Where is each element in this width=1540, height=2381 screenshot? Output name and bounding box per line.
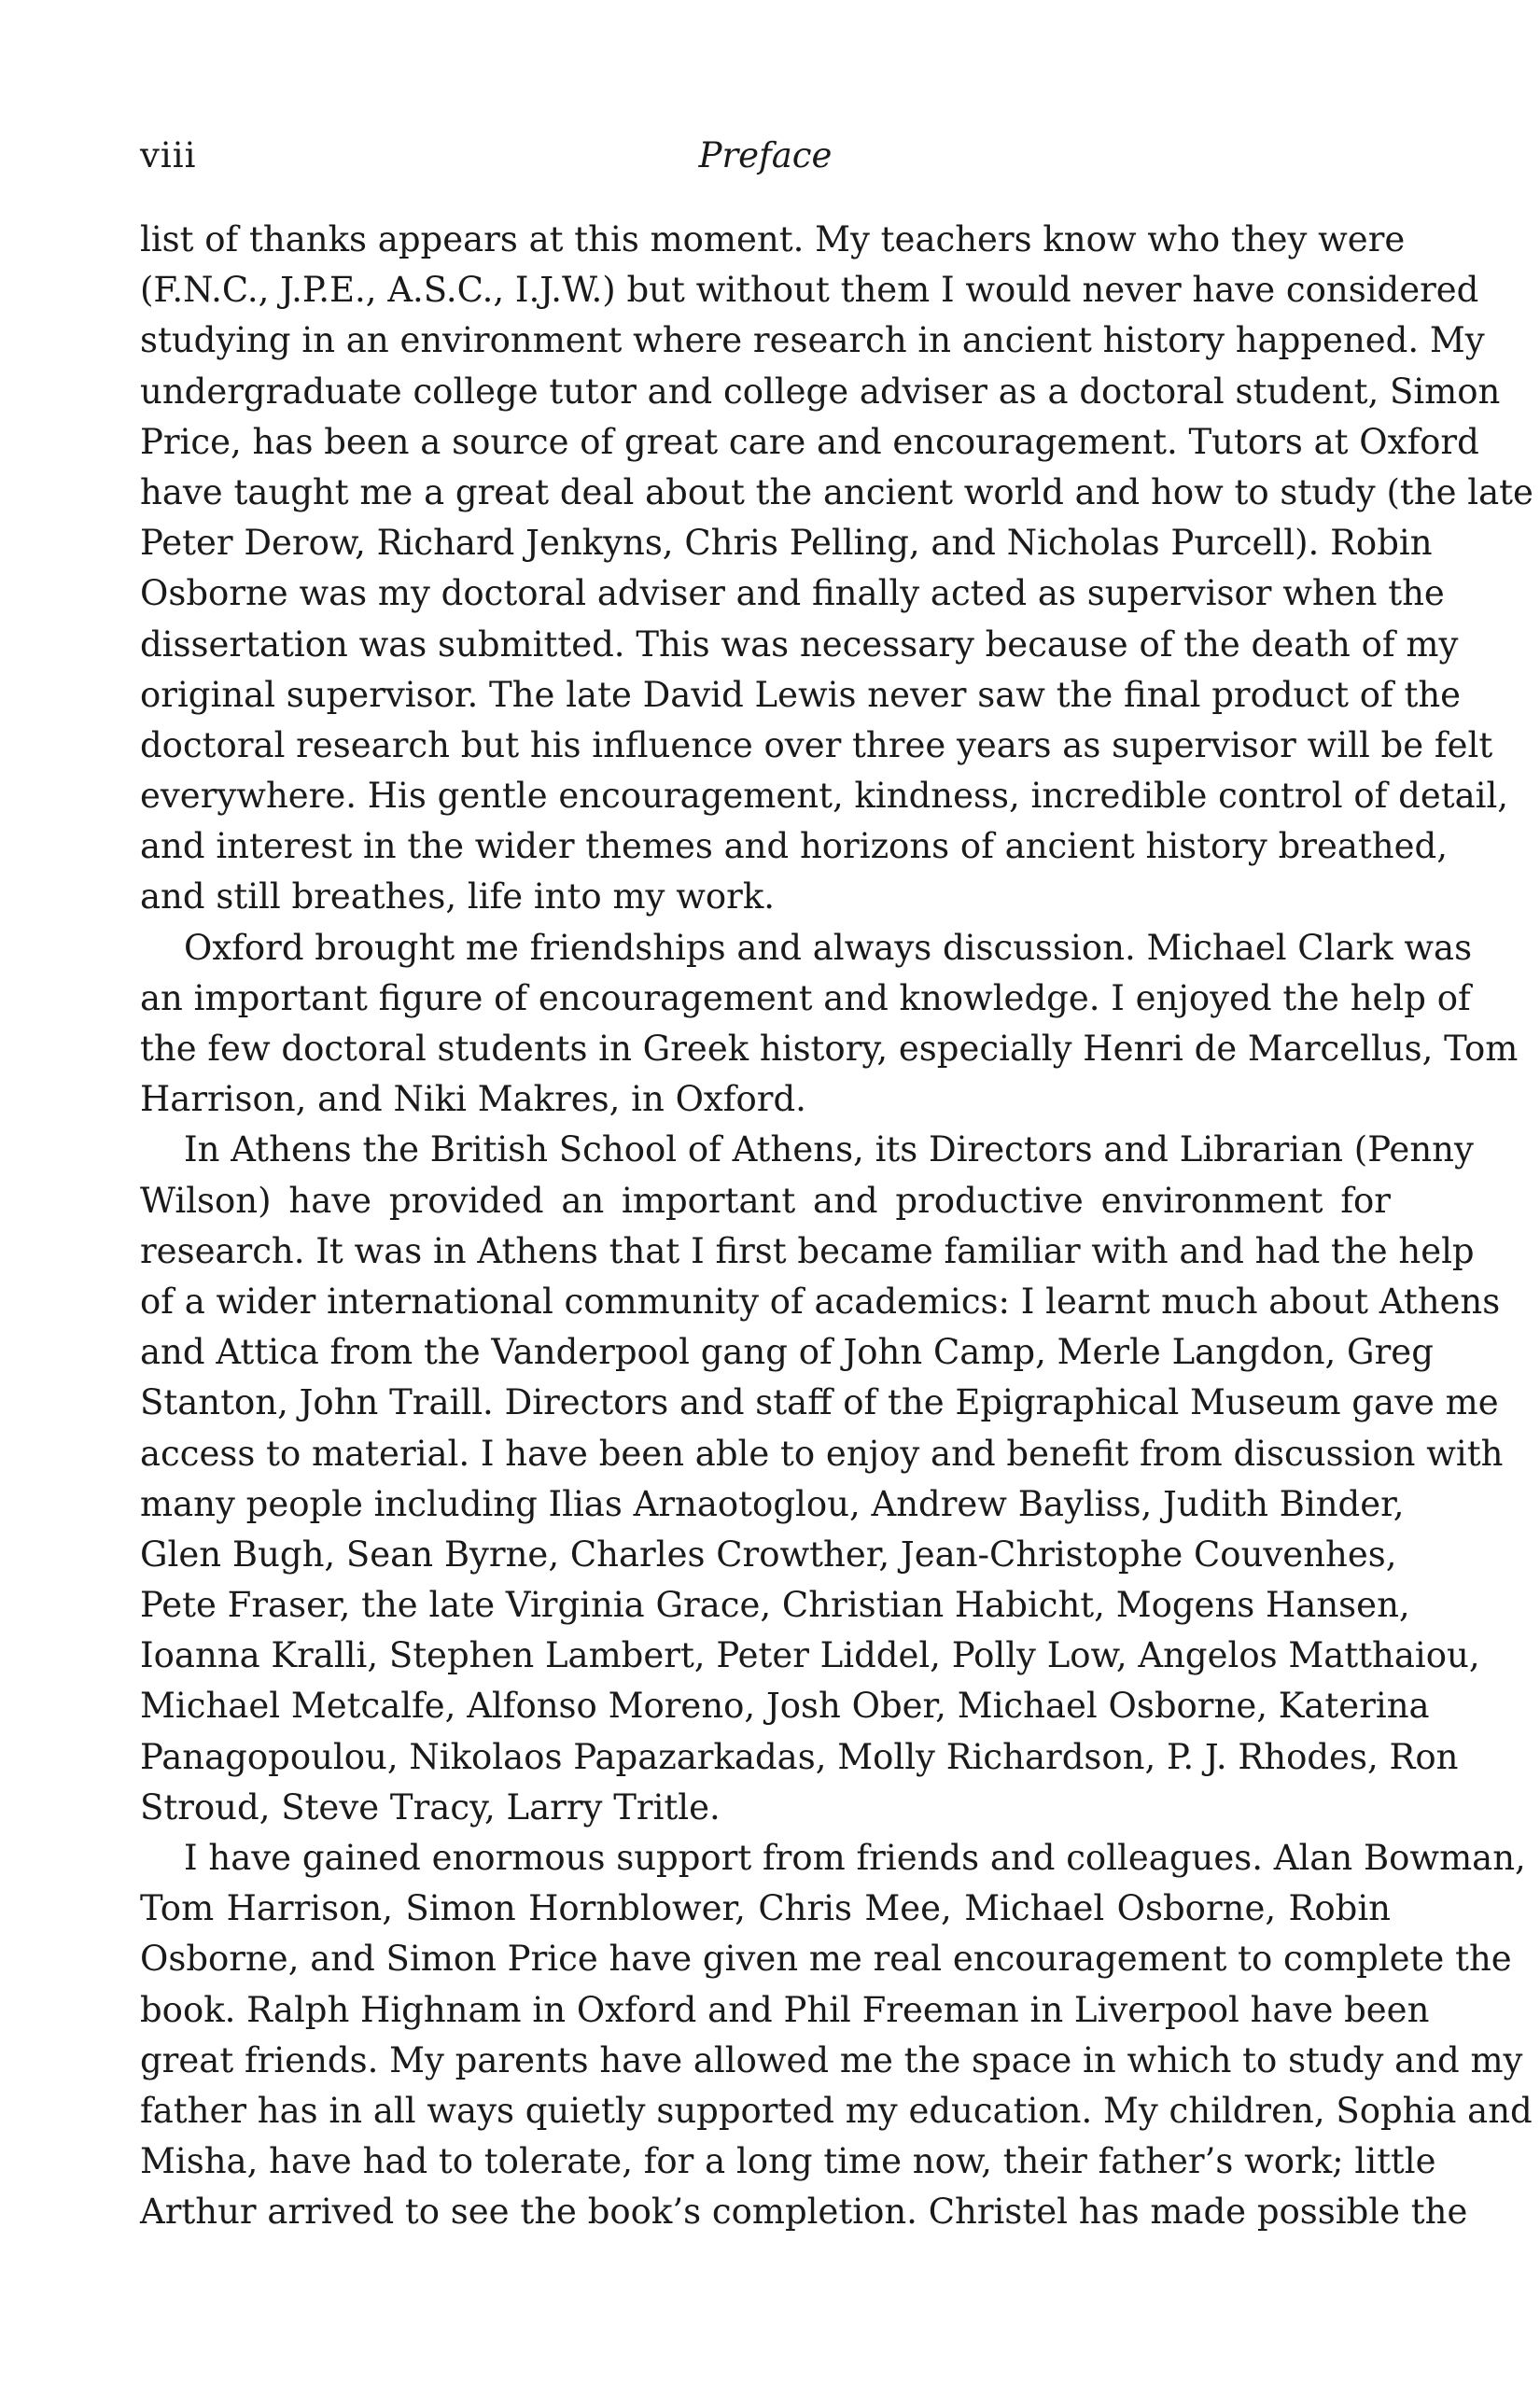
text-line: research. It was in Athens that I first became familiar with and had the help <box>140 1230 1475 1271</box>
preface-body <box>140 215 1533 2238</box>
text-line: original supervisor. The late David Lewis never saw the final product of the <box>140 674 1462 715</box>
text-line: Osborne, and Simon Price have given me real encouragement to complete the <box>140 1939 1512 1980</box>
text-line: undergraduate college tutor and college adviser as a doctoral student, Simon <box>140 371 1501 412</box>
text-line: Panagopoulou, Nikolaos Papazarkadas, Molly Richardson, P. J. Rhodes, Ron <box>140 1736 1459 1777</box>
text-line: the few doctoral students in Greek history, especially Henri de Marcellus, Tom <box>140 1029 1519 1069</box>
text-line: (F.N.C., J.P.E., A.S.C., I.J.W.) but without them I would never have considered <box>140 270 1479 311</box>
text-line: Pete Fraser, the late Virginia Grace, Christian Habicht, Mogens Hansen, <box>140 1585 1410 1626</box>
text-line: father has in all ways quietly supported my education. My children, Sophia and <box>140 2090 1533 2131</box>
text-line: studying in an environment where research in ancient history happened. My <box>140 320 1485 361</box>
text-line: dissertation was submitted. This was necessary because of the death of my <box>140 623 1459 665</box>
paragraph-start-line: I have gained enormous support from friends and colleagues. Alan Bowman, <box>184 1838 1526 1878</box>
page-number: viii <box>140 135 197 175</box>
text-line: Stanton, John Traill. Directors and staff of the Epigraphical Museum gave me <box>140 1382 1499 1423</box>
text-line: list of thanks appears at this moment. My teachers know who they were <box>140 219 1406 259</box>
text-line: Michael Metcalfe, Alfonso Moreno, Josh Ober, Michael Osborne, Katerina <box>140 1686 1430 1727</box>
text-line: Price, has been a source of great care and encouragement. Tutors at Oxford <box>140 421 1479 462</box>
text-line: everywhere. His gentle encouragement, kindness, incredible control of detail, <box>140 776 1509 817</box>
text-line: Misha, have had to tolerate, for a long time now, their father’s work; little <box>140 2141 1436 2182</box>
text-line: doctoral research but his influence over three years as supervisor will be felt <box>140 724 1493 765</box>
text-line: book. Ralph Highnam in Oxford and Phil Freeman in Liverpool have been <box>140 1989 1430 2030</box>
running-head <box>140 133 1391 179</box>
text-line: Osborne was my doctoral adviser and finally acted as supervisor when the <box>140 573 1445 614</box>
text-line: Ioanna Kralli, Stephen Lambert, Peter Liddel, Polly Low, Angelos Matthaiou, <box>140 1635 1480 1676</box>
text-line: many people including Ilias Arnaotoglou, Andrew Bayliss, Judith Binder, <box>140 1483 1405 1524</box>
text-line: Wilson) have provided an important and productive environment for <box>140 1180 1391 1221</box>
text-line: Arthur arrived to see the book’s completion. Christel has made possible the <box>140 2192 1468 2233</box>
text-line: and interest in the wider themes and horizons of ancient history breathed, <box>140 826 1448 867</box>
text-line: and Attica from the Vanderpool gang of John Camp, Merle Langdon, Greg <box>140 1332 1434 1373</box>
text-line: have taught me a great deal about the ancient world and how to study (the late <box>140 471 1533 512</box>
text-line: great friends. My parents have allowed me the space in which to study and my <box>140 2039 1523 2080</box>
paragraph-start-line: Oxford brought me friendships and always discussion. Michael Clark was <box>184 927 1473 968</box>
text-line: Glen Bugh, Sean Byrne, Charles Crowther, Jean-Christophe Couvenhes, <box>140 1534 1397 1575</box>
paragraph-end-line: Stroud, Steve Tracy, Larry Tritle. <box>140 1786 721 1828</box>
paragraph-start-line: In Athens the British School of Athens, its Directors and Librarian (Penny <box>184 1129 1474 1170</box>
text-line: access to material. I have been able to enjoy and benefit from discussion with <box>140 1433 1504 1474</box>
paragraph-end-line: and still breathes, life into my work. <box>140 876 776 917</box>
text-line: Peter Derow, Richard Jenkyns, Chris Pelling, and Nicholas Purcell). Robin <box>140 523 1433 564</box>
text-line: Tom Harrison, Simon Hornblower, Chris Mee, Michael Osborne, Robin <box>140 1888 1391 1929</box>
running-title: Preface <box>698 135 833 175</box>
text-line: of a wider international community of academics: I learnt much about Athens <box>140 1281 1501 1322</box>
text-line: an important figure of encouragement and knowledge. I enjoyed the help of <box>140 977 1471 1018</box>
paragraph-end-line: Harrison, and Niki Makres, in Oxford. <box>140 1079 806 1120</box>
